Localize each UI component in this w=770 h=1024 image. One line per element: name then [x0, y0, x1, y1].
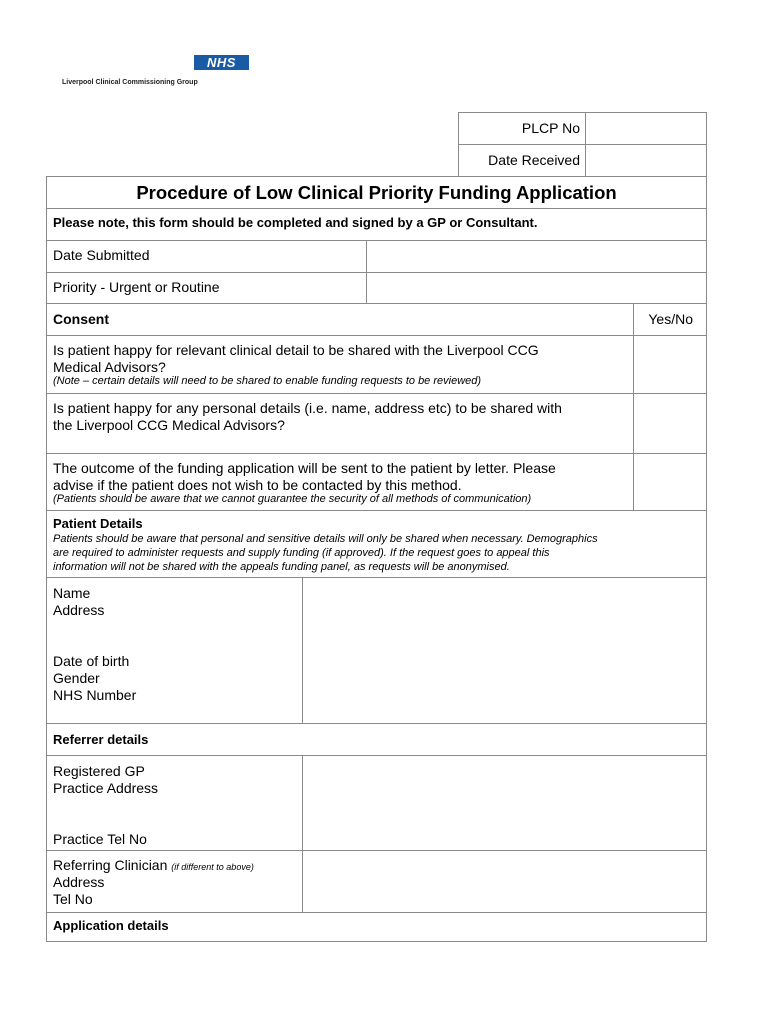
consent-question-3	[46, 453, 634, 511]
consent-q1-answer[interactable]	[633, 335, 707, 394]
consent-q1-line1: Is patient happy for relevant clinical detail to be shared with the Liverpool CCG	[53, 342, 539, 358]
consent-question-1	[46, 335, 634, 394]
yes-no-header-cell	[633, 303, 707, 336]
plcp-label: PLCP No	[521, 120, 580, 136]
nhs-number-label: NHS Number	[53, 687, 137, 703]
consent-q1-line2: Medical Advisors?	[53, 359, 166, 375]
priority-input[interactable]	[366, 272, 707, 304]
consent-q3-answer[interactable]	[633, 453, 707, 511]
plcp-input[interactable]	[585, 112, 707, 145]
patient-details-header-cell	[46, 510, 707, 578]
plcp-label-cell	[458, 112, 586, 145]
referring-clinician-label-row	[53, 857, 254, 875]
date-submitted-label: Date Submitted	[53, 247, 150, 263]
gp-labels-cell	[46, 755, 303, 851]
date-received-label-cell	[458, 144, 586, 177]
date-submitted-input[interactable]	[366, 240, 707, 273]
consent-header-cell	[46, 303, 634, 336]
patient-details-input[interactable]	[302, 577, 707, 724]
consent-q2-answer[interactable]	[633, 393, 707, 454]
referring-clinician-label: Referring Clinician	[53, 857, 172, 873]
consent-q3-note: (Patients should be aware that we cannot guarantee the security of all methods of communication)	[53, 493, 532, 505]
gender-label: Gender	[53, 670, 100, 686]
practice-tel-label: Practice Tel No	[53, 831, 147, 847]
date-received-input[interactable]	[585, 144, 707, 177]
page-title: Procedure of Low Clinical Priority Funding Application	[136, 182, 617, 203]
clinician-tel-label: Tel No	[53, 891, 93, 907]
consent-q1-note: (Note – certain details will need to be shared to enable funding requests to be reviewed)	[53, 375, 482, 387]
consent-q3-line1: The outcome of the funding application will be sent to the patient by letter. Please	[53, 460, 556, 476]
referring-clinician-note: (if different to above)	[171, 862, 254, 872]
priority-label-cell	[46, 272, 367, 304]
gp-details-input[interactable]	[302, 755, 707, 851]
consent-q3-line2: advise if the patient does not wish to be contacted by this method.	[53, 477, 462, 493]
patient-details-note-3: information will not be shared with the appeals funding panel, as requests will be anonymised.	[53, 561, 510, 573]
completion-note: Please note, this form should be completed and signed by a GP or Consultant.	[53, 215, 538, 230]
patient-details-note-1: Patients should be aware that personal and sensitive details will only be shared when necessary. Demographics	[53, 533, 598, 545]
clinician-details-input[interactable]	[302, 850, 707, 913]
practice-address-label: Practice Address	[53, 780, 159, 796]
consent-question-2	[46, 393, 634, 454]
consent-q2-line2: the Liverpool CCG Medical Advisors?	[53, 417, 285, 433]
ccg-name: Liverpool Clinical Commissioning Group	[62, 79, 198, 86]
clinician-address-label: Address	[53, 874, 105, 890]
patient-details-heading: Patient Details	[53, 516, 143, 531]
application-details-header-cell	[46, 912, 707, 942]
name-label: Name	[53, 585, 91, 601]
yes-no-label: Yes/No	[648, 311, 693, 327]
application-details-heading: Application details	[53, 918, 169, 933]
dob-label: Date of birth	[53, 653, 130, 669]
date-submitted-label-cell	[46, 240, 367, 273]
date-received-label: Date Received	[488, 152, 580, 168]
address-label: Address	[53, 602, 105, 618]
clinician-labels-cell	[46, 850, 303, 913]
nhs-logo: NHS	[194, 55, 249, 70]
patient-details-note-2: are required to administer requests and supply funding (if approved). If the request goes to appeal this	[53, 547, 550, 559]
consent-q2-line1: Is patient happy for any personal details (i.e. name, address etc) to be shared with	[53, 400, 562, 416]
referrer-header-cell	[46, 723, 707, 756]
consent-heading: Consent	[53, 311, 109, 327]
note-cell	[46, 208, 707, 241]
priority-label: Priority - Urgent or Routine	[53, 279, 220, 295]
patient-labels-cell	[46, 577, 303, 724]
title-cell	[46, 176, 707, 209]
referrer-heading: Referrer details	[53, 732, 149, 747]
registered-gp-label: Registered GP	[53, 763, 145, 779]
